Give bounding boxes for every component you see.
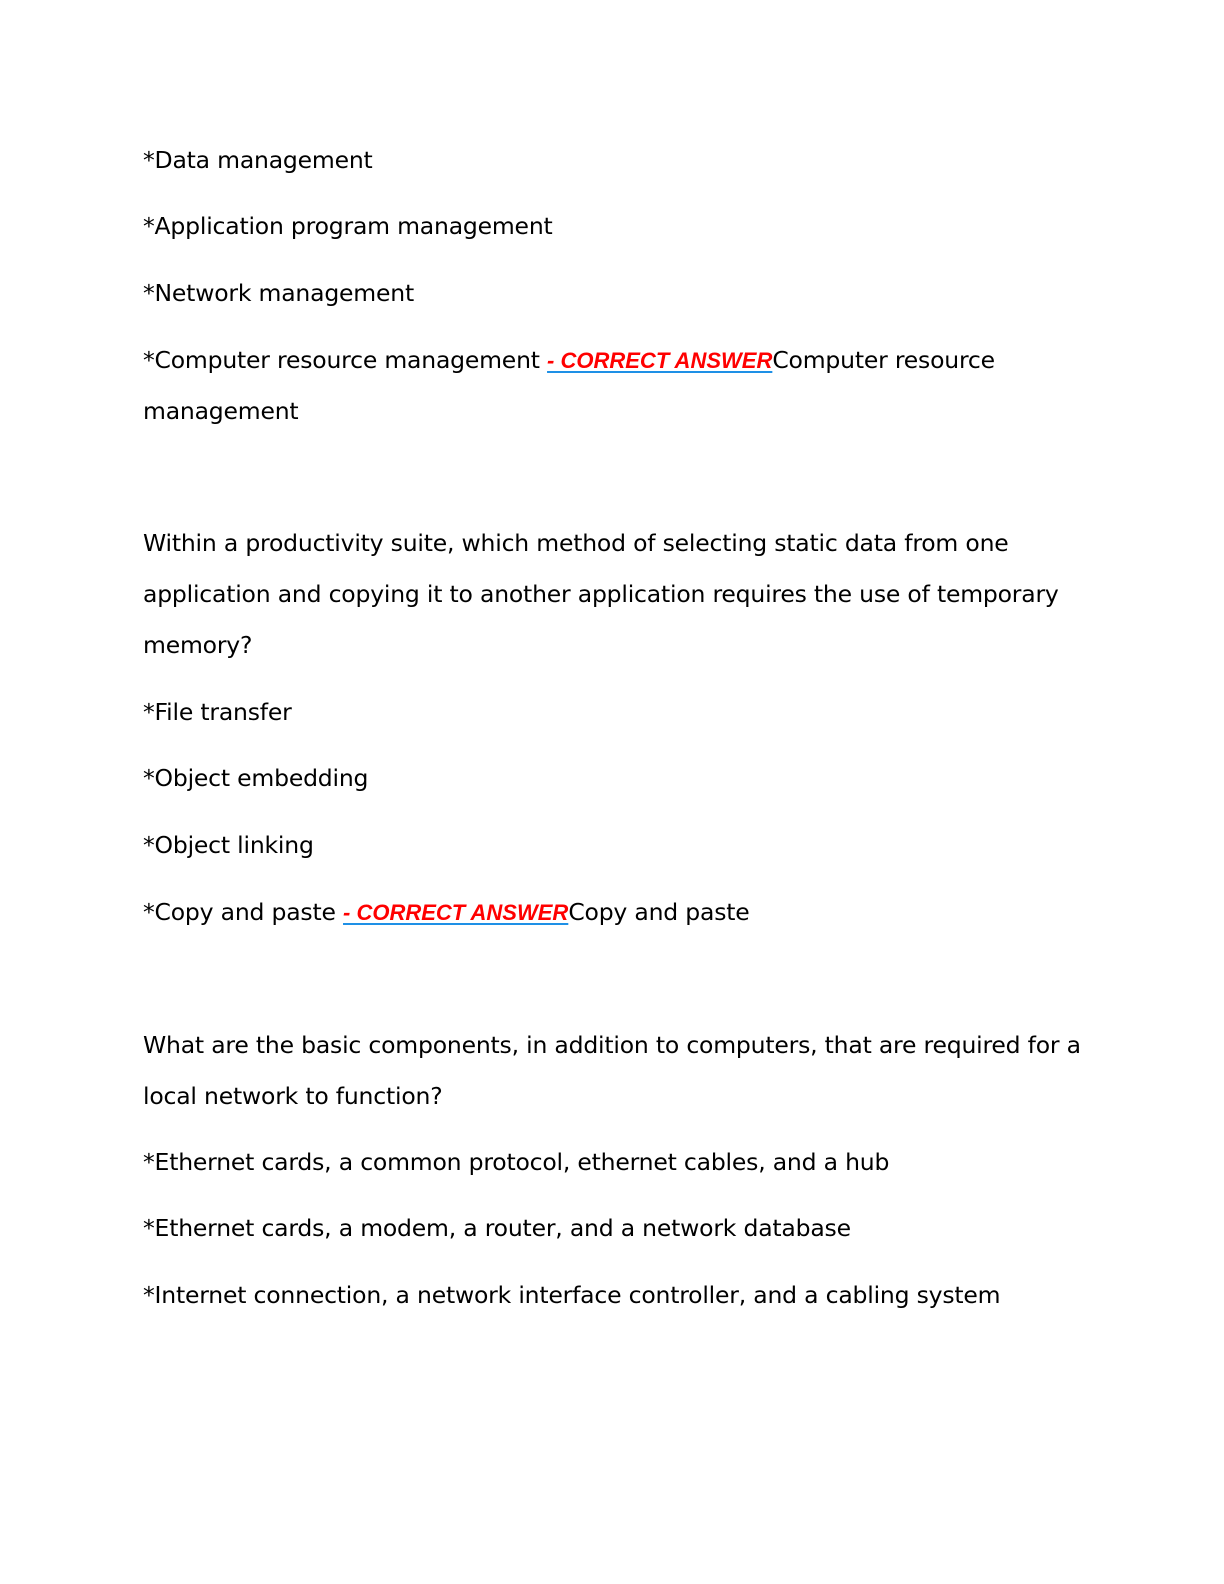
question-text-line: local network to function?	[143, 1082, 443, 1110]
option-object-embedding: *Object embedding	[143, 764, 369, 792]
question-text-line: memory?	[143, 631, 253, 659]
answer-text: Computer resource	[772, 346, 995, 374]
correct-answer-marker: - CORRECT ANSWER	[547, 348, 773, 373]
question-text-line: Within a productivity suite, which method of selecting static data from one	[143, 529, 1009, 557]
option-internet-connection: *Internet connection, a network interface controller, and a cabling system	[143, 1281, 1001, 1309]
correct-answer-marker: - CORRECT ANSWER	[343, 900, 569, 925]
answer-text-continuation: management	[143, 397, 299, 425]
option-network-management: *Network management	[143, 279, 414, 307]
option-application-program-management: *Application program management	[143, 212, 553, 240]
option-ethernet-hub: *Ethernet cards, a common protocol, ethernet cables, and a hub	[143, 1148, 890, 1176]
answer-line-copy-paste	[143, 887, 1083, 938]
option-computer-resource-management: *Computer resource management	[143, 346, 548, 374]
answer-line-computer-resource	[143, 335, 1083, 386]
option-ethernet-modem: *Ethernet cards, a modem, a router, and a network database	[143, 1214, 851, 1242]
option-data-management: *Data management	[143, 146, 373, 174]
answer-text: Copy and paste	[568, 898, 750, 926]
question-text-line: What are the basic components, in addition to computers, that are required for a	[143, 1031, 1081, 1059]
option-object-linking: *Object linking	[143, 831, 314, 859]
option-copy-and-paste: *Copy and paste	[143, 898, 344, 926]
question-text-line: application and copying it to another application requires the use of temporary	[143, 580, 1059, 608]
option-file-transfer: *File transfer	[143, 698, 292, 726]
